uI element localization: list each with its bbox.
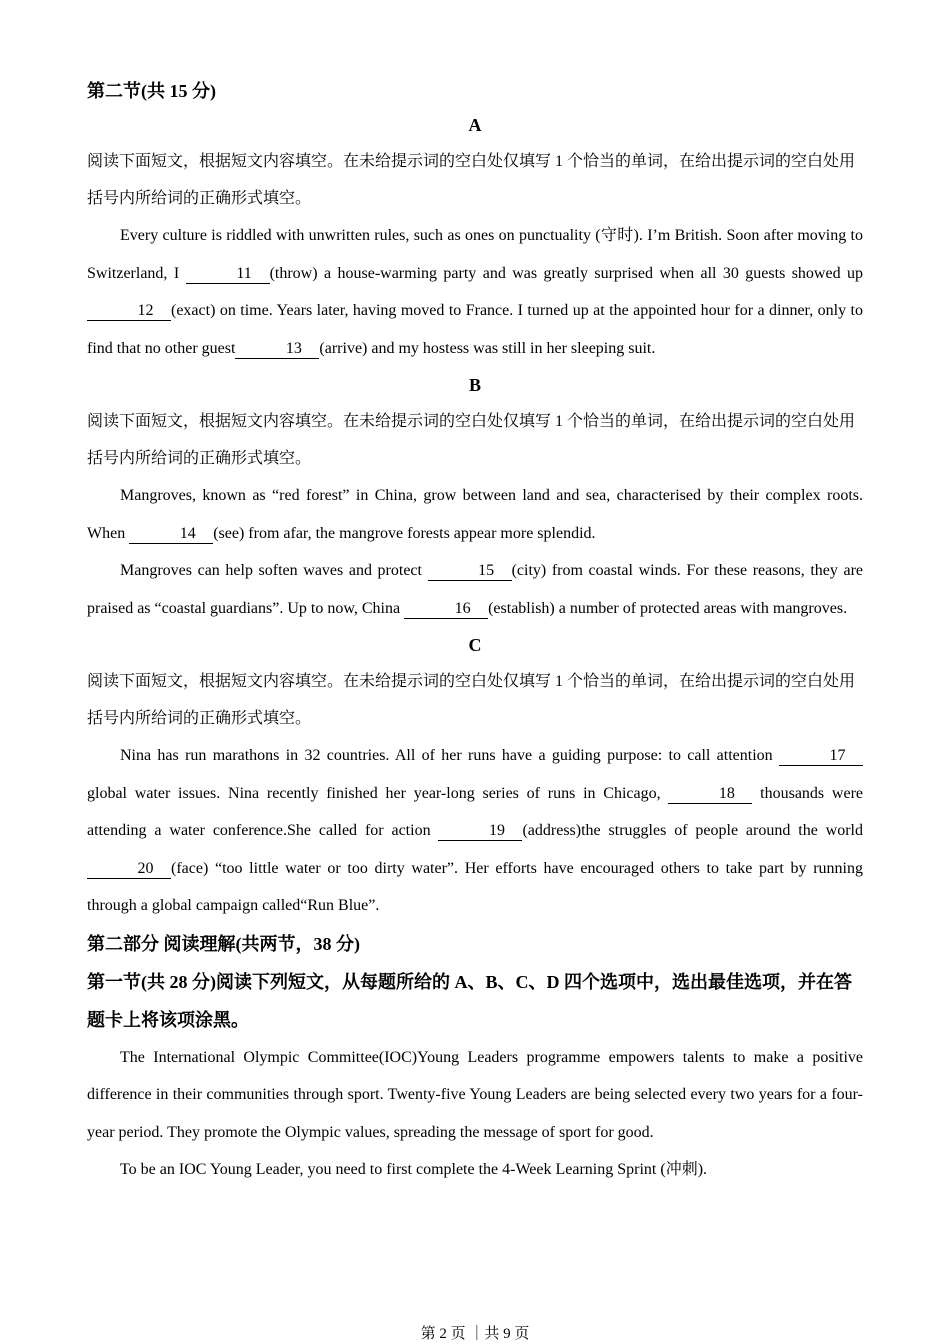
section-b-paragraph-2: Mangroves can help soften waves and protect 15 (city) from coastal winds. For these reasons, they are praised as “coastal guardians”. Up to now, China 16 (establish) a number of protected areas with mangroves. — [87, 562, 864, 617]
section-a-instruction: 阅读下面短文，根据短文内容填空。在未给提示词的空白处仅填写 1 个恰当的单词，在给出提示词的空白处用括号内所给词的正确形式填空。 — [87, 153, 856, 207]
blank-12: 12 — [87, 302, 171, 321]
blank-13: 13 — [235, 340, 319, 359]
section-a-heading: A — [468, 115, 482, 135]
part-2-section-1-instruction: 第一节(共 28 分)阅读下列短文，从每题所给的 A、B、C、D 四个选项中，选出最佳选项，并在答题卡上将该项涂黑。 — [87, 971, 852, 1030]
blank-17: 17 — [779, 747, 863, 766]
reading-paragraph-2: To be an IOC Young Leader, you need to first complete the 4-Week Learning Sprint (冲刺). — [120, 1161, 708, 1178]
blank-15: 15 — [428, 562, 512, 581]
blank-11: 11 — [186, 265, 270, 284]
section-c-paragraph: Nina has run marathons in 32 countries. All of her runs have a guiding purpose: to call attention 17 global water issues. Nina recently finished her year-long series of runs in Chicago, 18 thousands were attending a water conference.She called for action 19 (address)the struggles of people around the world 20 (face) “too little water or too dirty water”. Her efforts have encouraged others to take part by running through a global campaign called“Run Blue”. — [87, 747, 864, 914]
blank-14: 14 — [129, 525, 213, 544]
section-b-heading: B — [468, 375, 481, 395]
page-footer: 第 2 页 ｜共 9 页 — [420, 1326, 530, 1342]
section-2-title: 第二节(共 15 分) — [87, 81, 216, 101]
blank-20: 20 — [87, 860, 171, 879]
part-2-title: 第二部分 阅读理解(共两节，38 分) — [87, 933, 360, 954]
section-a-paragraph: Every culture is riddled with unwritten rules, such as ones on punctuality (守时). I’m British. Soon after moving to Switzerland, I 11 (throw) a house-warming party and was greatly surprised when all 30 guests showed up 12 (exact) on time. Years later, having moved to France. I turned up at the appointed hour for a dinner, only to find that no other guest 13 (arrive) and my hostess was still in her sleeping suit. — [87, 227, 863, 357]
blank-16: 16 — [404, 600, 488, 619]
section-b-instruction: 阅读下面短文，根据短文内容填空。在未给提示词的空白处仅填写 1 个恰当的单词，在给出提示词的空白处用括号内所给词的正确形式填空。 — [87, 413, 856, 467]
document-page — [87, 75, 863, 1189]
section-c-instruction: 阅读下面短文，根据短文内容填空。在未给提示词的空白处仅填写 1 个恰当的单词，在给出提示词的空白处用括号内所给词的正确形式填空。 — [87, 673, 856, 727]
blank-18: 18 — [668, 785, 752, 804]
section-c-heading: C — [468, 635, 482, 655]
reading-paragraph-1: The International Olympic Committee(IOC)Young Leaders programme empowers talents to make a positive difference in their communities through sport. Twenty-five Young Leaders are being selected every two years for a four-year period. They promote the Olympic values, spreading the message of sport for good. — [87, 1048, 863, 1141]
section-b-paragraph-1: Mangroves, known as “red forest” in China, grow between land and sea, characterised by their complex roots. When 14 (see) from afar, the mangrove forests appear more splendid. — [87, 487, 863, 542]
blank-19: 19 — [438, 822, 522, 841]
